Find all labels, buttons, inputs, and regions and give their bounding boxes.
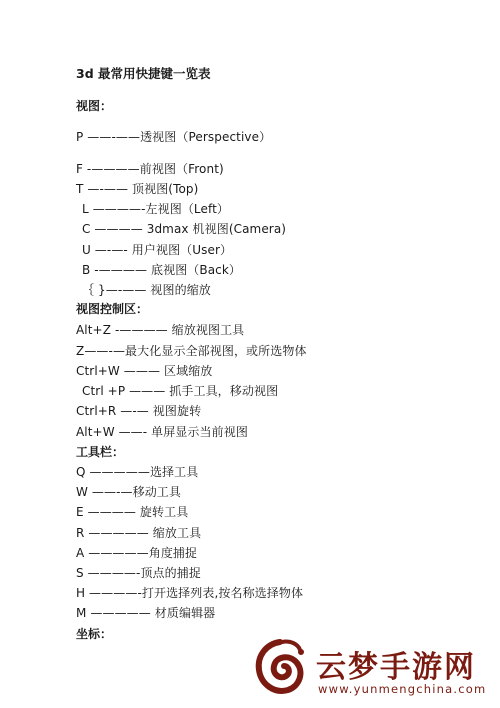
section-heading-coords: 坐标： [76, 627, 113, 641]
shortcut-line: ｛ }—-—— 视图的缩放 [82, 283, 211, 297]
shortcut-line: E ———— 旋转工具 [76, 505, 189, 519]
shortcut-line: T —-—— 顶视图(Top) [76, 182, 199, 196]
section-heading-view: 视图： [76, 99, 113, 113]
spiral-dragon-logo-icon [252, 638, 308, 698]
watermark-site-url: www.yunmengchina.com [318, 682, 487, 696]
shortcut-line: B -———— 底视图（Back） [82, 263, 242, 277]
shortcut-line: A —————角度捕捉 [76, 546, 198, 560]
shortcut-line: F -————前视图（Front) [76, 162, 224, 176]
watermark-site-name: 云梦手游网 [316, 650, 476, 685]
shortcut-line: W ——-—移动工具 [76, 485, 182, 499]
shortcut-line: U —-—- 用户视图（User） [82, 243, 233, 257]
shortcut-line: Ctrl+R —-— 视图旋转 [76, 404, 202, 418]
shortcut-line: C ———— 3dmax 机视图(Camera) [82, 222, 287, 236]
shortcut-line: Ctrl +P ——— 抓手工具，移动视图 [82, 384, 279, 398]
shortcut-line: P ——-——透视图（Perspective） [76, 130, 272, 144]
shortcut-line: Alt+W ——- 单屏显示当前视图 [76, 425, 248, 439]
shortcut-line: Z——-—最大化显示全部视图，或所选物体 [76, 344, 307, 358]
section-heading-view-control: 视图控制区： [76, 302, 149, 316]
section-heading-toolbar: 工具栏： [76, 445, 125, 459]
shortcut-line: S ————-顶点的捕捉 [76, 566, 201, 580]
site-watermark [248, 636, 494, 704]
shortcut-line: M ————— 材质编辑器 [76, 606, 216, 620]
shortcut-line: Ctrl+W ——— 区域缩放 [76, 364, 213, 378]
shortcut-line: R ————— 缩放工具 [76, 526, 202, 540]
document-title: 3d 最常用快捷键一览表 [76, 66, 211, 81]
shortcut-line: H ————-打开选择列表,按名称选择物体 [76, 586, 304, 600]
shortcut-line: L ————-左视图（Left） [82, 202, 230, 216]
shortcut-line: Q —————选择工具 [76, 465, 199, 479]
shortcut-line: Alt+Z -———— 缩放视图工具 [76, 323, 245, 337]
